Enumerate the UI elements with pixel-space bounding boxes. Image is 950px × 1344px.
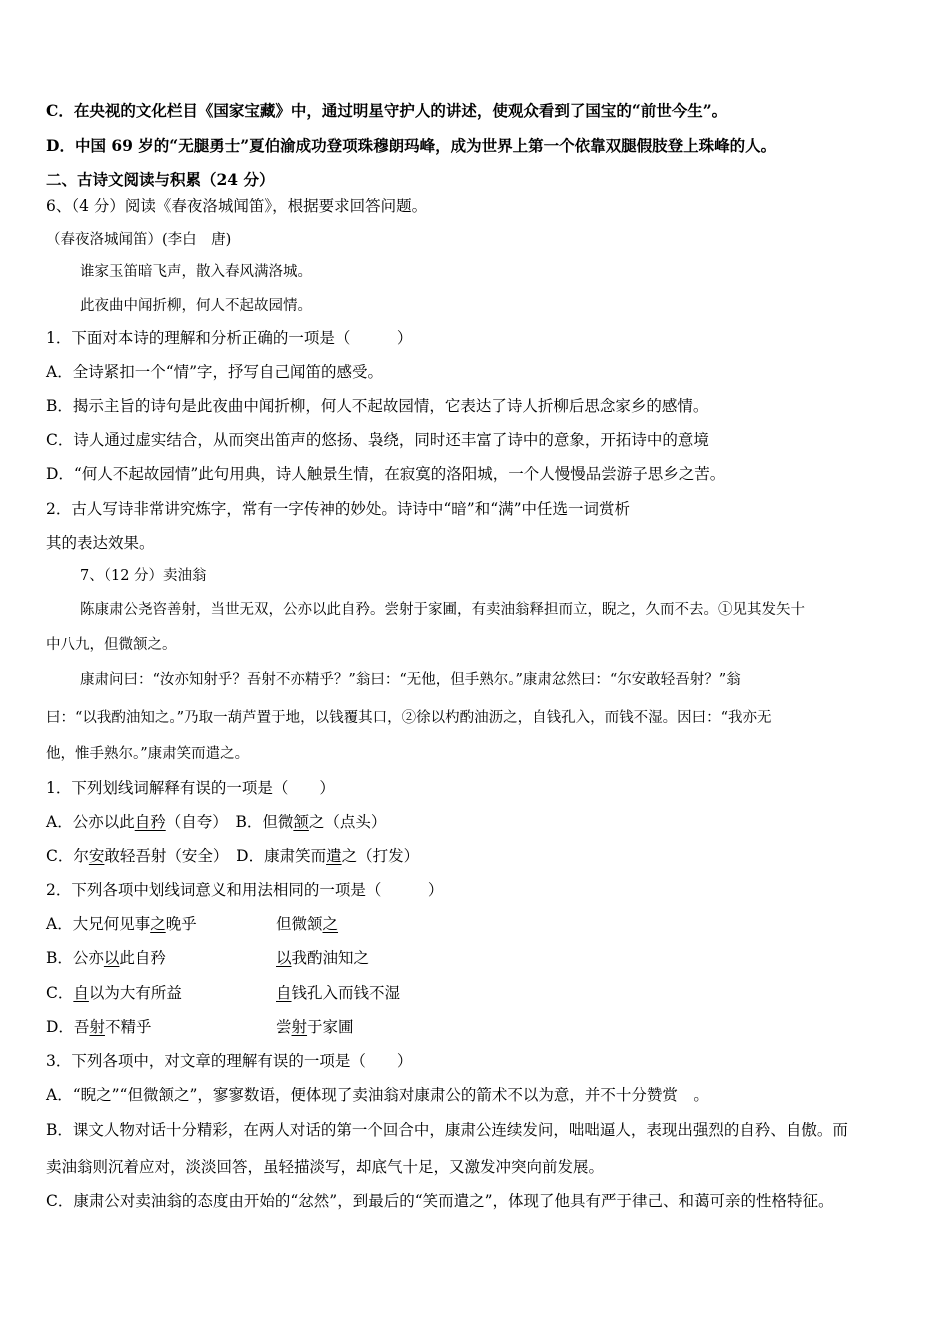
passage-line: 他，惟手熟尔。”康肃笑而遣之。 [46,746,250,762]
q6-sub2-cont: 其的表达效果。 [46,534,155,552]
q7-sub2-option-c-left: C．自以为大有所益 [46,984,182,1002]
q7-sub1: 1．下列划线词解释有误的一项是（ ） [46,779,335,797]
q6-sub1: 1．下面对本诗的理解和分析正确的一项是（ ） [46,329,413,347]
q5-option-d: D．中国 69 岁的“无腿勇士”夏伯渝成功登项珠穆朗玛峰，成为世界上第一个依靠双腿假肢登上珠峰的人。 [46,136,777,155]
q7-sub2: 2．下列各项中划线词意义和用法相同的一项是（ ） [46,881,444,899]
q7-sub2-option-b-right: 以我酌油知之 [276,949,370,967]
q7-sub3-option-b-cont: 卖油翁则沉着应对，淡淡回答，虽轻描淡写，却底气十足，又激发冲突向前发展。 [46,1158,605,1176]
passage-line: 中八九，但微颔之。 [46,637,177,653]
passage-line: 陈康肃公尧咨善射，当世无双，公亦以此自矜。尝射于家圃，有卖油翁释担而立，睨之，久而不去。①见其发矢十 [80,602,805,618]
passage-line: 康肃问曰：“汝亦知射乎？吾射不亦精乎？”翁曰：“无他，但手熟尔。”康肃忿然曰：“尔安敢轻吾射？”翁 [80,672,741,688]
q6-sub2: 2．古人写诗非常讲究炼字，常有一字传神的妙处。诗诗中“暗”和“满”中任选一词赏析 [46,500,631,518]
q6-sub1-option-d: D．“何人不起故园情”此句用典，诗人触景生情，在寂寞的洛阳城，一个人慢慢品尝游子思乡之苦。 [46,465,726,483]
q5-option-c: C．在央视的文化栏目《国家宝藏》中，通过明星守护人的讲述，使观众看到了国宝的“前世今生”。 [46,101,728,120]
q6-sub1-option-b: B．揭示主旨的诗句是此夜曲中闻折柳，何人不起故园情，它表达了诗人折柳后思念家乡的感情。 [46,397,709,415]
q7-sub3-option-b: B．课文人物对话十分精彩，在两人对话的第一个回合中，康肃公连续发问，咄咄逼人，表现出强烈的自矜、自傲。而 [46,1121,848,1139]
q7-sub2-option-a-left: A．大兄何见事之晚乎 [46,915,197,933]
q7-sub3-option-a: A．“睨之”“但微颔之”，寥寥数语，便体现了卖油翁对康肃公的箭术不以为意，并不十分赞赏 。 [46,1086,709,1104]
q7-heading: 7、（12 分）卖油翁 [80,568,207,584]
q6-prompt: 6、（4 分）阅读《春夜洛城闻笛》，根据要求回答问题。 [46,197,428,215]
poem-line: 谁家玉笛暗飞声，散入春风满洛城。 [80,264,312,280]
q6-sub1-option-a: A．全诗紧扣一个“情”字，抒写自己闻笛的感受。 [46,363,384,381]
section-heading: 二、古诗文阅读与积累（24 分） [46,170,275,189]
q7-sub1-options-cd: C．尔安敢轻吾射（安全） D．康肃笑而遣之（打发） [46,847,420,865]
q6-sub1-option-c: C．诗人通过虚实结合，从而突出笛声的悠扬、袅绕，同时还丰富了诗中的意象，开拓诗中的意境 [46,431,709,449]
q7-sub2-option-d-left: D．吾射不精乎 [46,1018,152,1036]
passage-line: 曰：“以我酌油知之。”乃取一葫芦置于地，以钱覆其口，②徐以杓酌油沥之，自钱孔入，而钱不湿。因曰：“我亦无 [46,710,772,726]
q7-sub2-option-a-right: 但微颔之 [276,915,339,933]
poem-line: 此夜曲中闻折柳，何人不起故园情。 [80,298,312,314]
q7-sub3-option-c: C．康肃公对卖油翁的态度由开始的“忿然”，到最后的“笑而遣之”，体现了他具有严于律己、和蔼可亲的性格特征。 [46,1192,834,1210]
q7-sub2-option-d-right: 尝射于家圃 [276,1018,354,1036]
q7-sub2-option-b-left: B．公亦以此自矜 [46,949,166,967]
poem-title: （春夜洛城闻笛）(李白 唐) [46,232,232,248]
q7-sub1-options-ab: A．公亦以此自矜（自夸） B．但微颔之（点头） [46,813,387,831]
q7-sub3: 3．下列各项中，对文章的理解有误的一项是（ ） [46,1052,413,1070]
q7-sub2-option-c-right: 自钱孔入而钱不湿 [276,984,401,1002]
